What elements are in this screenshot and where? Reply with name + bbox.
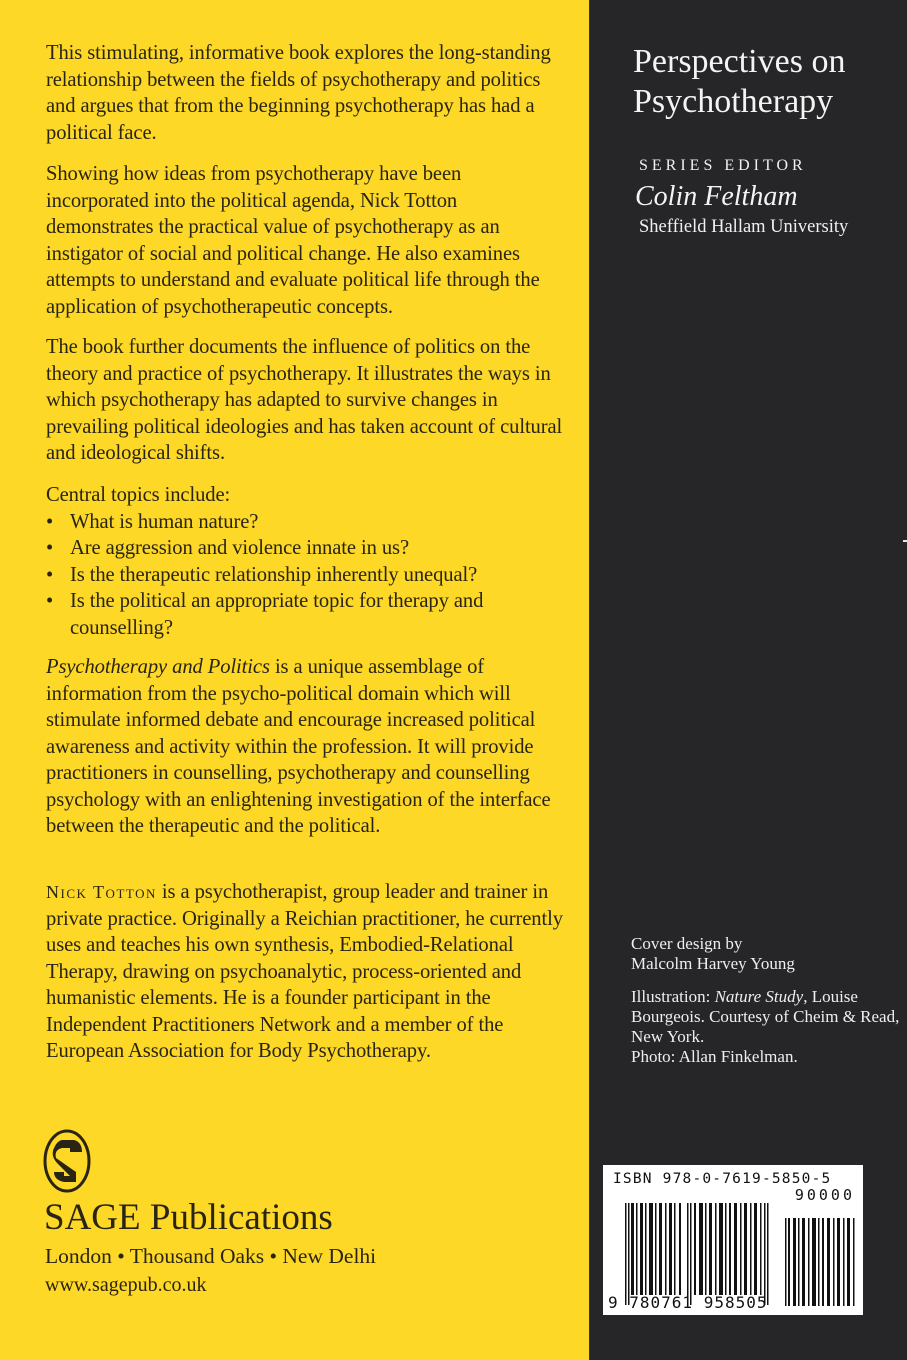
isbn-barcode [603,1165,863,1315]
series-sidebar-panel [589,0,907,1360]
publisher-url[interactable]: www.sagepub.co.uk [45,1274,207,1296]
price-code: 90000 [794,1186,855,1204]
isbn-label: ISBN 978-0-7619-5850-5 [613,1171,832,1187]
series-editor-label: SERIES EDITOR [639,157,807,174]
central-topics [46,482,566,641]
bullet-icon: • [46,510,54,533]
summary-paragraph: Psychotherapy and Politics is a unique assemblage of information from the psycho-political domain which will stimulate informed debate and encourage increased political awareness and activity within the profession. It will provide practitioners in counselling, psychotherapy and counselling psychology with an enlightening investigation of the interface between the therapeutic and the political. [46,656,551,837]
description-paragraph-2: Showing how ideas from psychotherapy have been incorporated into the political agenda, Nick Totton demonstrates the practical value of psychotherapy as an instigator of social and political change. He also examines attempts to understand and evaluate political life through the application of psychotherapeutic concepts. [46,163,540,318]
bullet-icon: • [46,537,54,559]
bullet-icon: • [46,563,54,586]
editor-institution: Sheffield Hallam University [639,217,849,237]
series-title: Perspectives on Psychotherapy [633,43,846,120]
sage-s-logo-icon [42,1128,92,1194]
editor-name: Colin Feltham [635,181,798,212]
topics-list [46,509,566,642]
topic-item: • Is the political an appropriate topic for therapy and counselling? [46,590,484,639]
illustration-credit: Illustration: Nature Study, Louise Bourgeois. Courtesy of Cheim & Read, New York. Photo: Allan Finkelman. [631,987,900,1066]
barcode-bars-icon [625,1203,785,1305]
topic-item: • Are aggression and violence innate in us? [46,535,566,562]
topic-item: • Is the therapeutic relationship inherently unequal? [46,562,566,589]
design-credit: Cover design by Malcolm Harvey Young [631,934,795,973]
topics-intro: Central topics include: [46,484,231,506]
description-paragraph-3: The book further documents the influence of politics on the theory and practice of psychotherapy. It illustrates the ways in which psychotherapy has adapted to survive changes in prevailing political ideologies and has taken account of cultural and ideological shifts. [46,336,563,464]
ean-number: 9 780761 958505 [608,1293,768,1312]
book-title: Psychotherapy and Politics [46,656,270,678]
author-bio: Nick Totton is a psychotherapist, group leader and trainer in private practice. Originally a Reichian practitioner, he currently uses and teaches his own synthesis, Embodied-Relational Therapy, drawing on psychoanalytic, process-oriented and humanistic elements. He is a founder participant in the Independent Practitioners Network and a member of the European Association for Body Psychotherapy. [46,881,563,1062]
publisher-name: SAGE Publications [44,1197,333,1238]
topic-item: • What is human nature? [46,509,566,536]
author-name: Nick Totton [46,882,157,902]
addon-barcode-bars-icon [785,1218,857,1306]
tick-mark [903,540,907,542]
cover-credits [631,934,901,1080]
description-paragraph-1: This stimulating, informative book explores the long-standing relationship between the fields of psychotherapy and politics and argues that from the beginning psychotherapy has had a political face. [46,42,551,144]
publisher-cities: London • Thousand Oaks • New Delhi [45,1244,377,1268]
bullet-icon: • [46,590,54,612]
